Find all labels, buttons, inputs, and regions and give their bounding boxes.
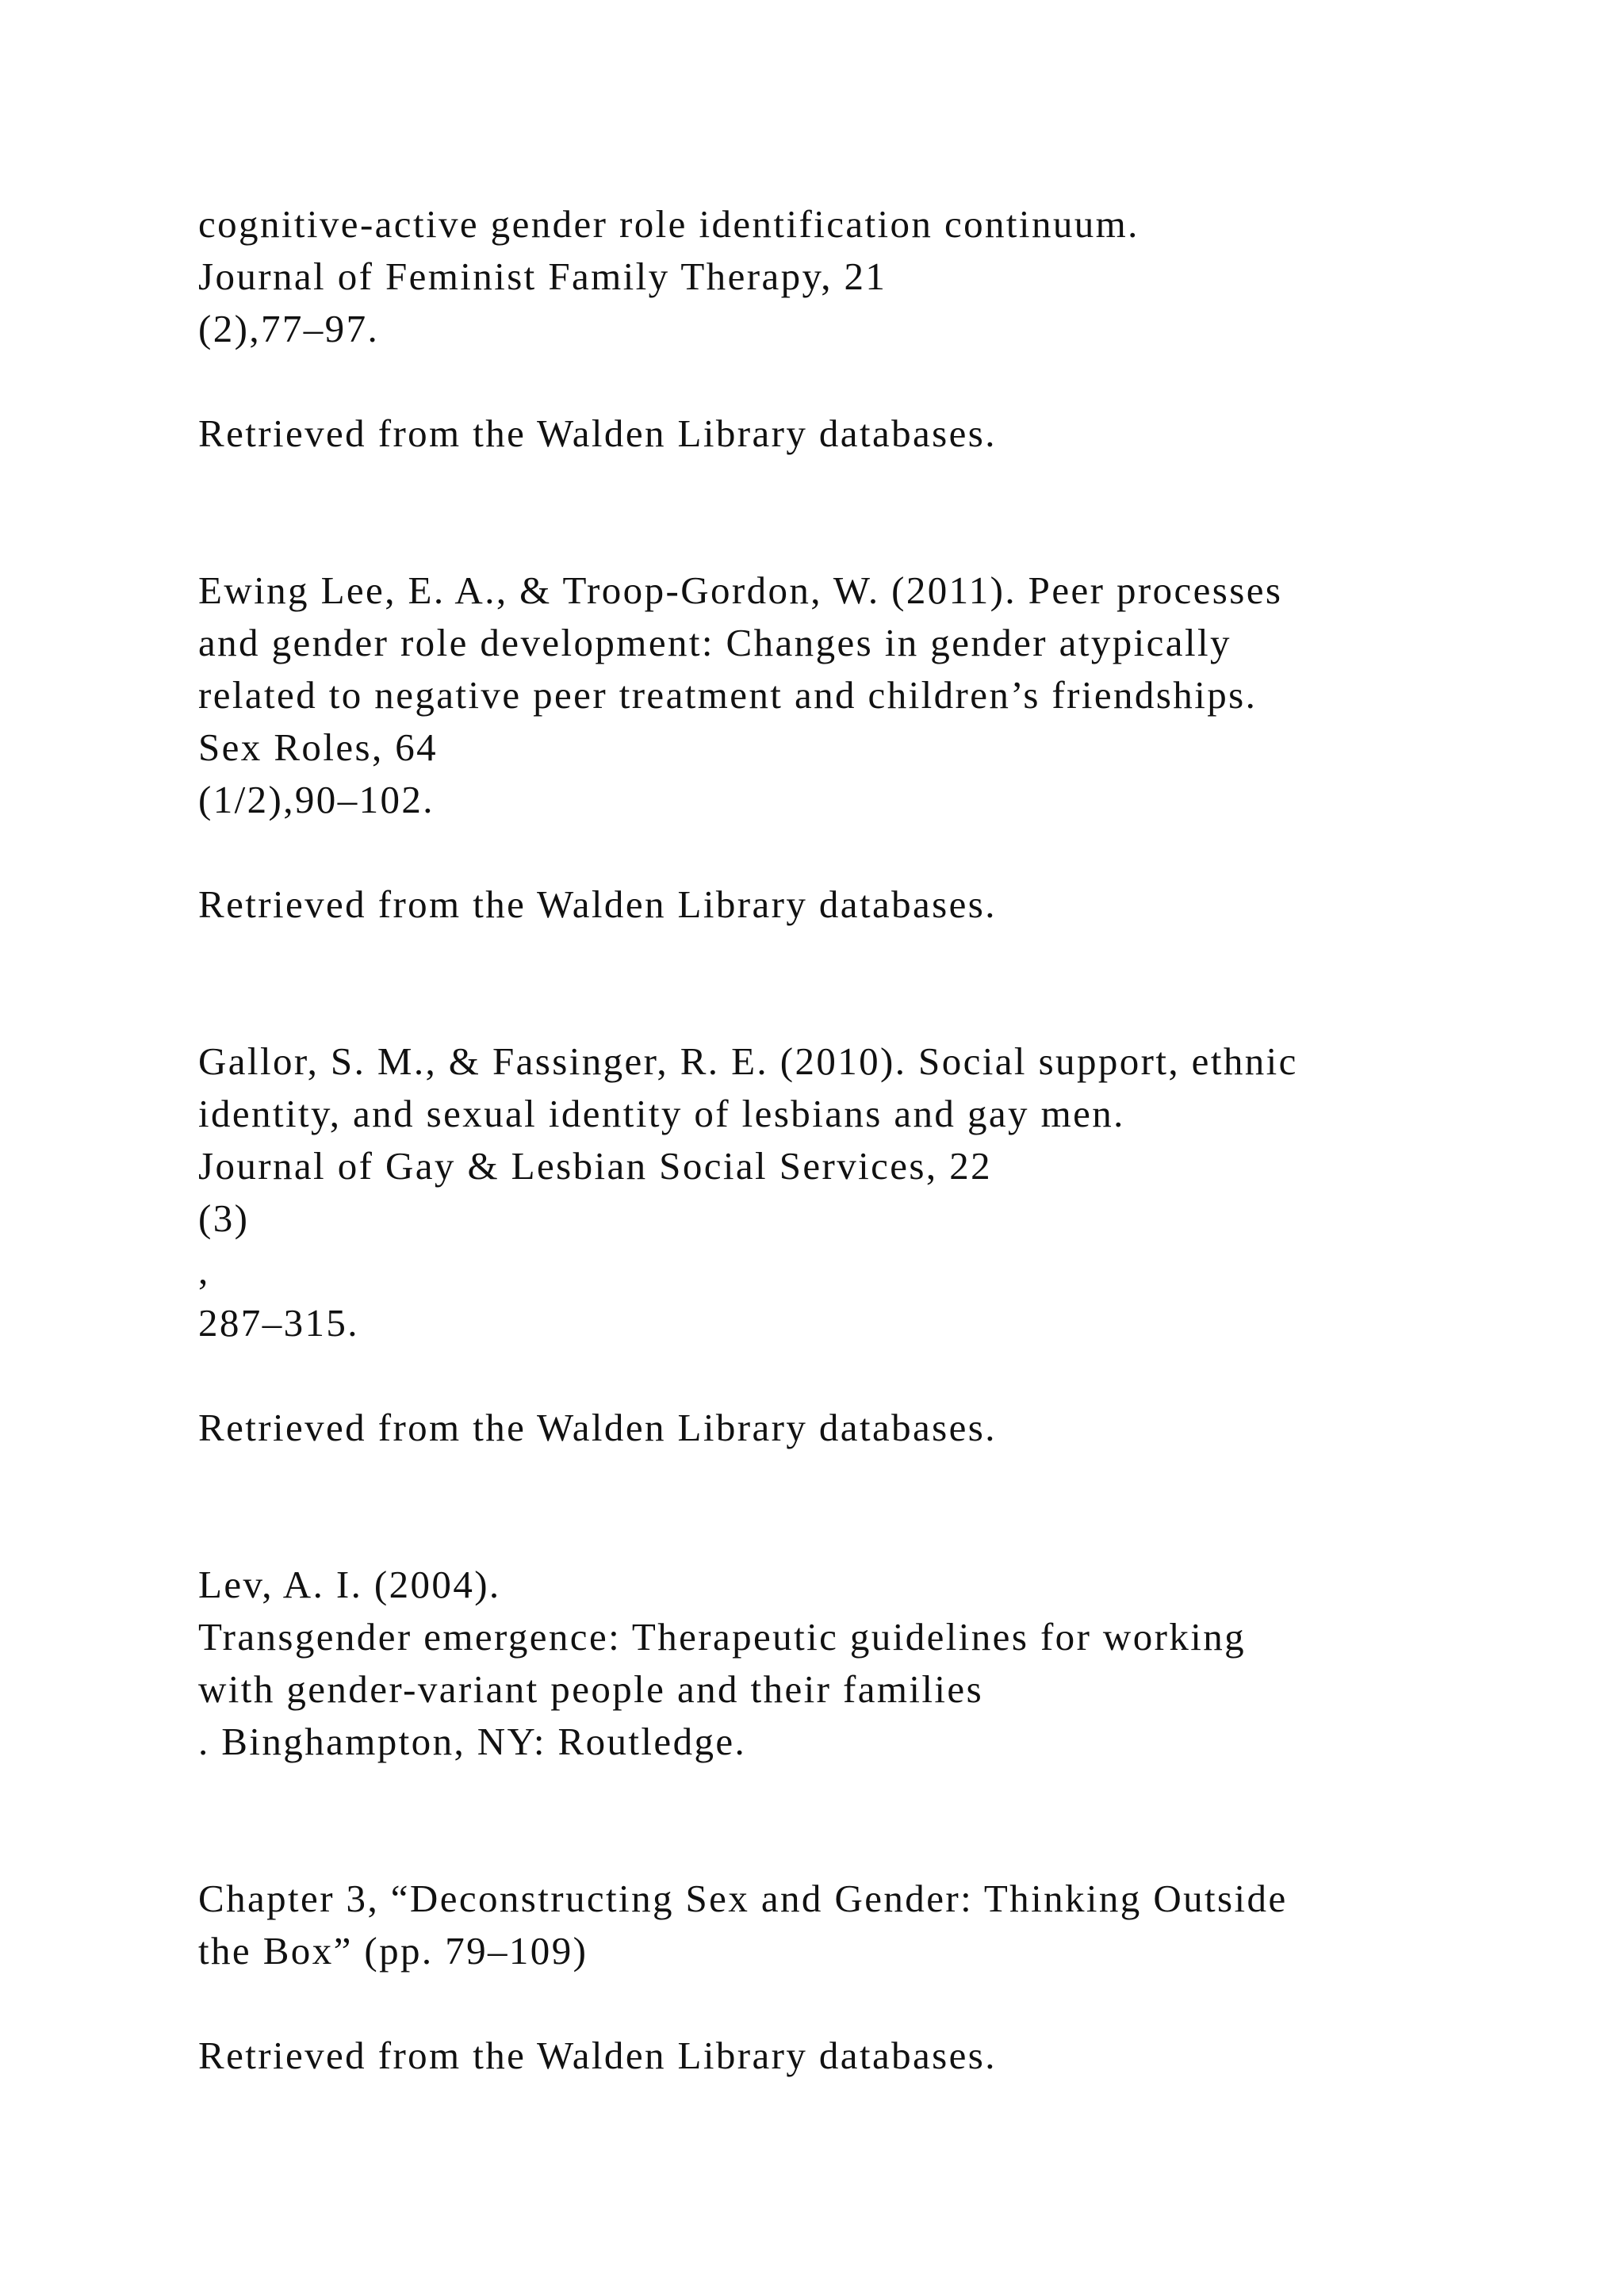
ref2-author-line: Ewing Lee, E. A., & Troop-Gordon, W. (2011). Peer processes (198, 568, 1283, 612)
ref3-pages-line: 287–315. (198, 1301, 359, 1345)
ref4-chapter-line-2: the Box” (pp. 79–109) (198, 1929, 588, 1973)
ref1-title-line: cognitive-active gender role identification continuum. (198, 202, 1139, 246)
ref4-chapter-line-1: Chapter 3, “Deconstructing Sex and Gender: Thinking Outside (198, 1877, 1288, 1920)
ref3-title-line: identity, and sexual identity of lesbians and gay men. (198, 1092, 1125, 1135)
ref3-author-line: Gallor, S. M., & Fassinger, R. E. (2010). Social support, ethnic (198, 1039, 1298, 1083)
ref4-retrieved-line: Retrieved from the Walden Library databases. (198, 2034, 997, 2077)
ref2-title-line-1: and gender role development: Changes in gender atypically (198, 621, 1231, 664)
ref2-retrieved-line: Retrieved from the Walden Library databases. (198, 882, 997, 926)
ref3-comma-line: , (198, 1249, 210, 1292)
ref4-publisher-line: . Binghampton, NY: Routledge. (198, 1720, 747, 1763)
ref4-author-line: Lev, A. I. (2004). (198, 1563, 501, 1606)
ref4-title-line-2: with gender-variant people and their families (198, 1667, 984, 1711)
ref2-title-line-2: related to negative peer treatment and children’s friendships. (198, 673, 1258, 717)
ref3-retrieved-line: Retrieved from the Walden Library databases. (198, 1406, 997, 1449)
ref1-retrieved-line: Retrieved from the Walden Library databases. (198, 411, 997, 455)
ref4-title-line-1: Transgender emergence: Therapeutic guidelines for working (198, 1615, 1247, 1659)
ref3-journal-line: Journal of Gay & Lesbian Social Services, 22 (198, 1144, 992, 1188)
ref1-pages-line: (2),77–97. (198, 307, 380, 350)
ref2-pages-line: (1/2),90–102. (198, 778, 435, 821)
ref2-journal-line: Sex Roles, 64 (198, 725, 439, 769)
ref3-issue-line: (3) (198, 1196, 250, 1240)
ref1-journal-line: Journal of Feminist Family Therapy, 21 (198, 254, 887, 298)
